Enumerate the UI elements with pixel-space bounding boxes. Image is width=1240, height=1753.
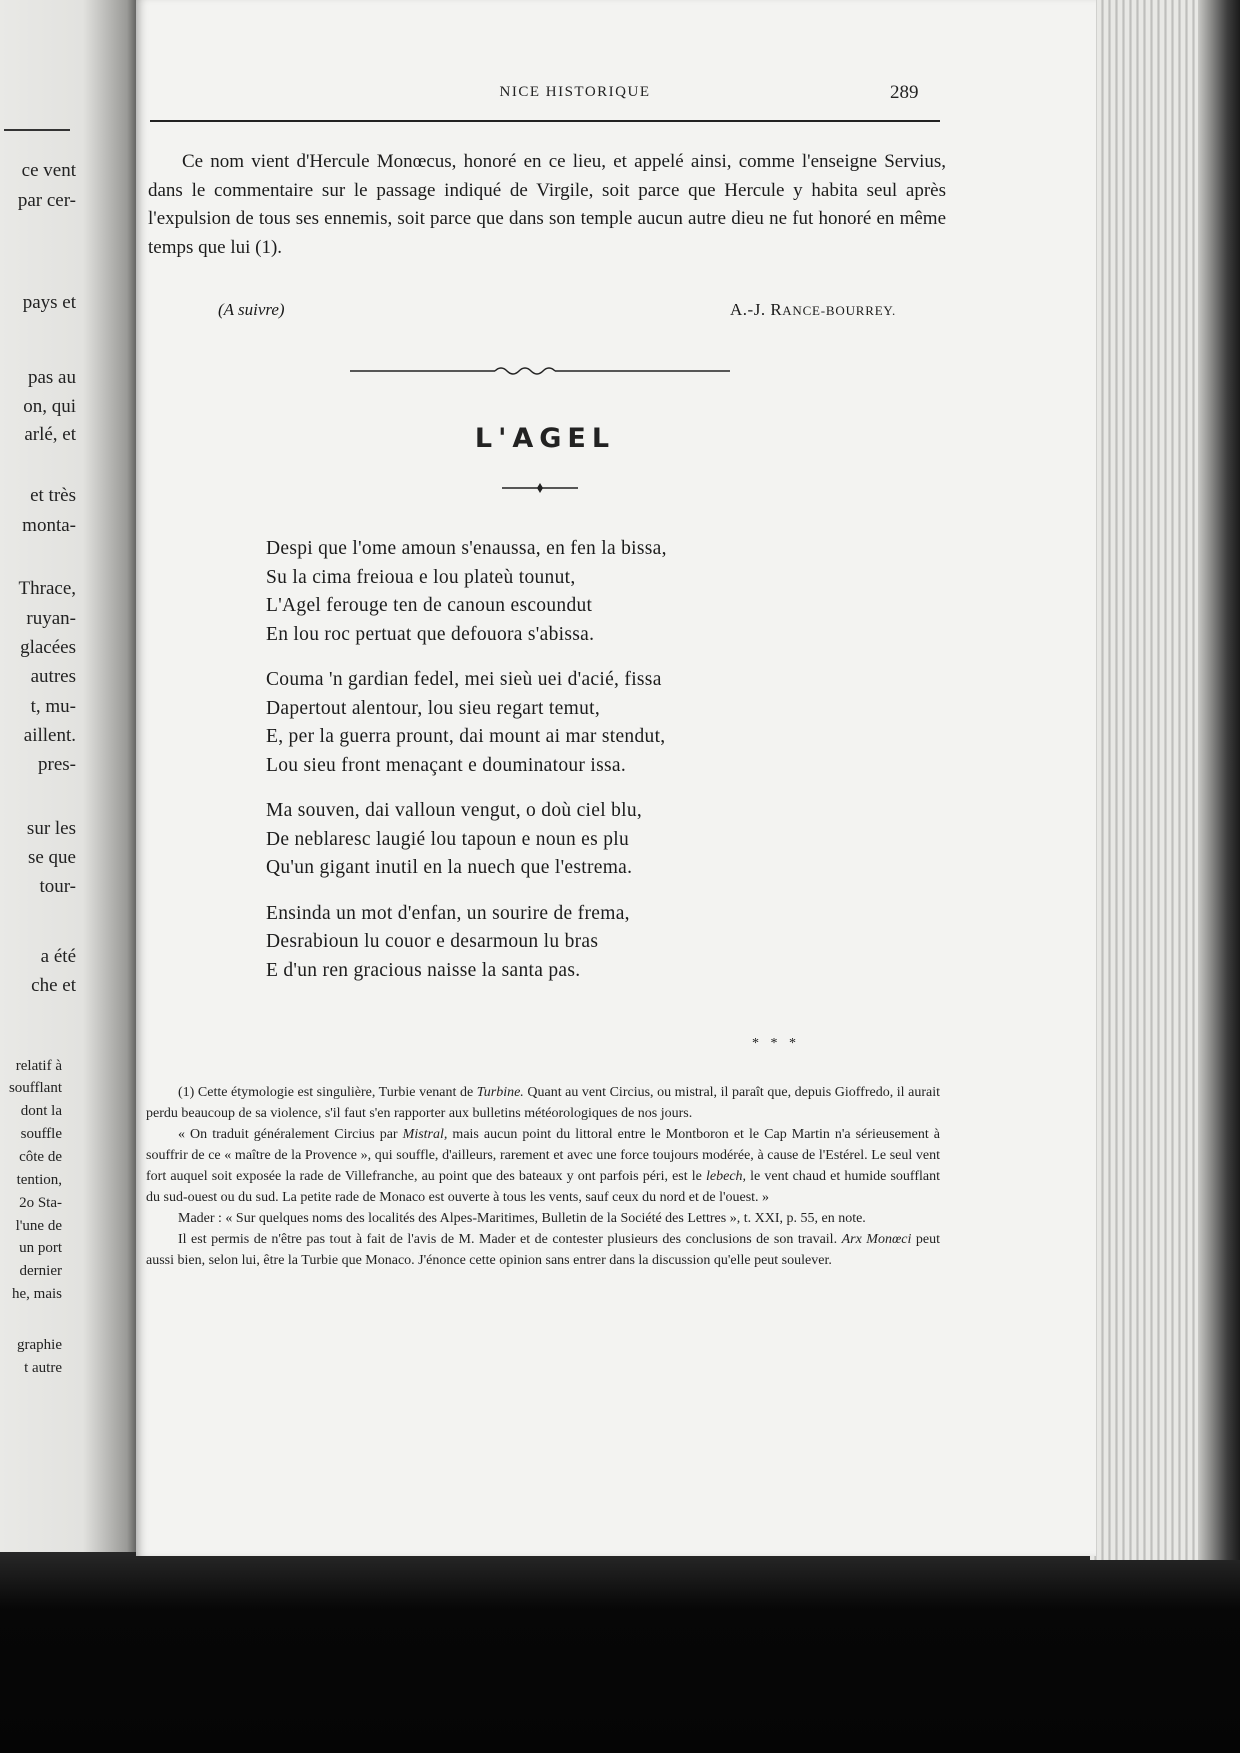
left-page-line: arlé, et <box>24 424 76 445</box>
footnote-1 <box>146 1082 940 1124</box>
left-page-line: monta- <box>22 515 76 536</box>
left-page-footnote-line: soufflant <box>8 1080 62 1096</box>
footnote-text: Il est permis de n'être pas tout à fait de l'avis de M. Mader et de contester plusieurs des conclusions de son travail. <box>178 1232 842 1247</box>
left-page-rule <box>4 129 70 131</box>
left-page-footnote-line: dernier <box>19 1263 62 1279</box>
ornamental-rule-icon <box>350 360 730 380</box>
left-page-footnote-line: 2o Sta- <box>19 1195 62 1211</box>
left-page-line: pas au <box>27 367 76 388</box>
verse: E, per la guerra prount, dai mount ai mar stendut, <box>266 726 666 747</box>
left-page-line: par cer- <box>17 190 76 211</box>
left-page-line: a été <box>40 946 76 967</box>
left-page-footnote-line: graphie <box>17 1337 62 1353</box>
footnote-text: Quant au vent Circius, ou mistral, il paraît que, depuis Gioffredo, il aurait perdu beaucoup de sa violence, s'il faut s'en rapporter aux bulletins météorologiques de nos jours. <box>146 1085 940 1121</box>
left-page-line: ruyan- <box>26 608 76 629</box>
left-page-footnote-line: dont la <box>20 1103 62 1119</box>
verse: Despi que l'ome amoun s'enaussa, en fen la bissa, <box>266 538 667 559</box>
verse: Dapertout alentour, lou sieu regart temut, <box>266 697 601 719</box>
book-page-edges <box>1090 0 1240 1560</box>
to-be-continued: (A suivre) <box>218 300 285 319</box>
footnote-quote <box>146 1124 940 1208</box>
footnote-text: mais aucun point du littoral entre le Montboron et le Cap Martin n'a sérieusement à souffrir de ce « maître de la Provence », qui souffle, d'ailleurs, rarement et avec une force toujours modérée, à cause de l'Estérel. Le seul vent fort auquel soit exposée la rade de Villefranche, au point que des bateaux y ont parfois péri, est le <box>146 1127 941 1184</box>
facing-left-page <box>0 0 138 1552</box>
stanza-3 <box>266 797 846 883</box>
left-page-line: et très <box>30 485 76 506</box>
verse: Su la cima freioua e lou plateù tounut, <box>266 566 576 588</box>
verse: Desrabioun lu couor e desarmoun lu bras <box>266 931 599 952</box>
footnote-italic: Turbine. <box>476 1085 524 1100</box>
running-title: NICE HISTORIQUE <box>499 84 651 100</box>
footnote-italic: lebech, <box>706 1169 747 1184</box>
left-page-footnote-line: relatif à <box>15 1058 62 1074</box>
title-ornament-icon <box>500 481 580 495</box>
left-page-line: on, qui <box>23 396 76 417</box>
article-body <box>148 148 946 262</box>
left-page-footnote-line: he, mais <box>12 1286 62 1302</box>
page-number: 289 <box>890 82 919 103</box>
left-page-line: autres <box>30 666 76 687</box>
scan-bottom-shadow <box>0 1548 1240 1753</box>
left-page-footnote-line: l'une de <box>15 1218 62 1234</box>
stanza-4 <box>266 900 846 986</box>
poem-title: L'AGEL <box>474 423 616 454</box>
asterism: * * * <box>752 1036 800 1051</box>
left-page-line: pres- <box>38 754 76 775</box>
left-page-footnote-line: côte de <box>19 1149 62 1165</box>
footnote-text: peut aussi bien, selon lui, être la Turbie que Monaco. J'énonce cette opinion sans entrer dans la discussion qu'elle peut soulever. <box>146 1232 940 1268</box>
left-page-line: glacées <box>20 637 76 658</box>
left-page-line: che et <box>31 975 76 996</box>
poem <box>266 535 846 1002</box>
footnote-italic: Arx Monœci <box>841 1232 912 1247</box>
footnote-text: (1) Cette étymologie est singulière, Turbie venant de <box>178 1085 477 1100</box>
verse: En lou roc pertuat que defouora s'abissa. <box>266 623 595 645</box>
header-rule <box>150 120 940 122</box>
verse: Ma souven, dai valloun vengut, o doù ciel blu, <box>266 800 643 821</box>
author-initials: A.-J. R <box>730 300 783 319</box>
left-page-line: pays et <box>22 292 76 313</box>
left-page-line: Thrace, <box>18 578 76 599</box>
verse: Lou sieu front menaçant e douminatour issa. <box>266 754 627 776</box>
left-page-line: sur les <box>26 818 76 839</box>
author-name: ANCE-BOURREY. <box>782 303 896 318</box>
left-page-line: se que <box>27 847 76 868</box>
footnotes <box>146 1082 940 1271</box>
verse: E d'un ren gracious naisse la santa pas. <box>266 959 581 981</box>
left-page-footnote-line: souffle <box>20 1126 62 1142</box>
footnote-italic: Mistral, <box>402 1127 448 1142</box>
footnote-opinion <box>146 1229 940 1271</box>
stanza-1 <box>266 535 846 649</box>
verse: Couma 'n gardian fedel, mei sieù uei d'acié, fissa <box>266 669 662 690</box>
footnote-mader: Mader : « Sur quelques noms des localités des Alpes-Maritimes, Bulletin de la Société des Lettres », t. XXI, p. 55, en note. <box>178 1211 866 1226</box>
left-page-footnote-line: tention, <box>16 1172 62 1188</box>
left-page-line: t, mu- <box>30 696 76 717</box>
signature-row <box>218 300 896 324</box>
footnote-text: le vent chaud et humide soufflant du sud-ouest ou du sud. La petite rade de Monaco est ouverte à tous les vents, sauf ceux du nord et de l'ouest. » <box>146 1169 940 1205</box>
verse: De neblaresc laugié lou tapoun e noun es plu <box>266 828 630 850</box>
left-page-footnote-line: t autre <box>24 1360 62 1376</box>
stanza-2 <box>266 666 846 780</box>
verse: Ensinda un mot d'enfan, un sourire de frema, <box>266 902 630 924</box>
left-page-line: ce vent <box>21 160 76 181</box>
author-signature <box>730 300 896 320</box>
verse: Qu'un gigant inutil en la nuech que l'estrema. <box>266 857 633 878</box>
left-page-line: tour- <box>39 876 76 897</box>
left-page-line: aillent. <box>23 725 76 746</box>
article-paragraph: Ce nom vient d'Hercule Monœcus, honoré en ce lieu, et appelé ainsi, comme l'enseigne Servius, dans le commentaire sur le passage indiqué de Virgile, soit parce que Hercule y habita seul après l'expulsion de tous ses ennemis, soit parce que dans son temple aucun autre dieu ne fut honoré en même temps que lui (1). <box>148 151 946 258</box>
verse: L'Agel ferouge ten de canoun escoundut <box>266 595 593 616</box>
left-page-footnote-line: un port <box>19 1240 62 1256</box>
footnote-text: « On traduit généralement Circius par <box>178 1127 403 1142</box>
